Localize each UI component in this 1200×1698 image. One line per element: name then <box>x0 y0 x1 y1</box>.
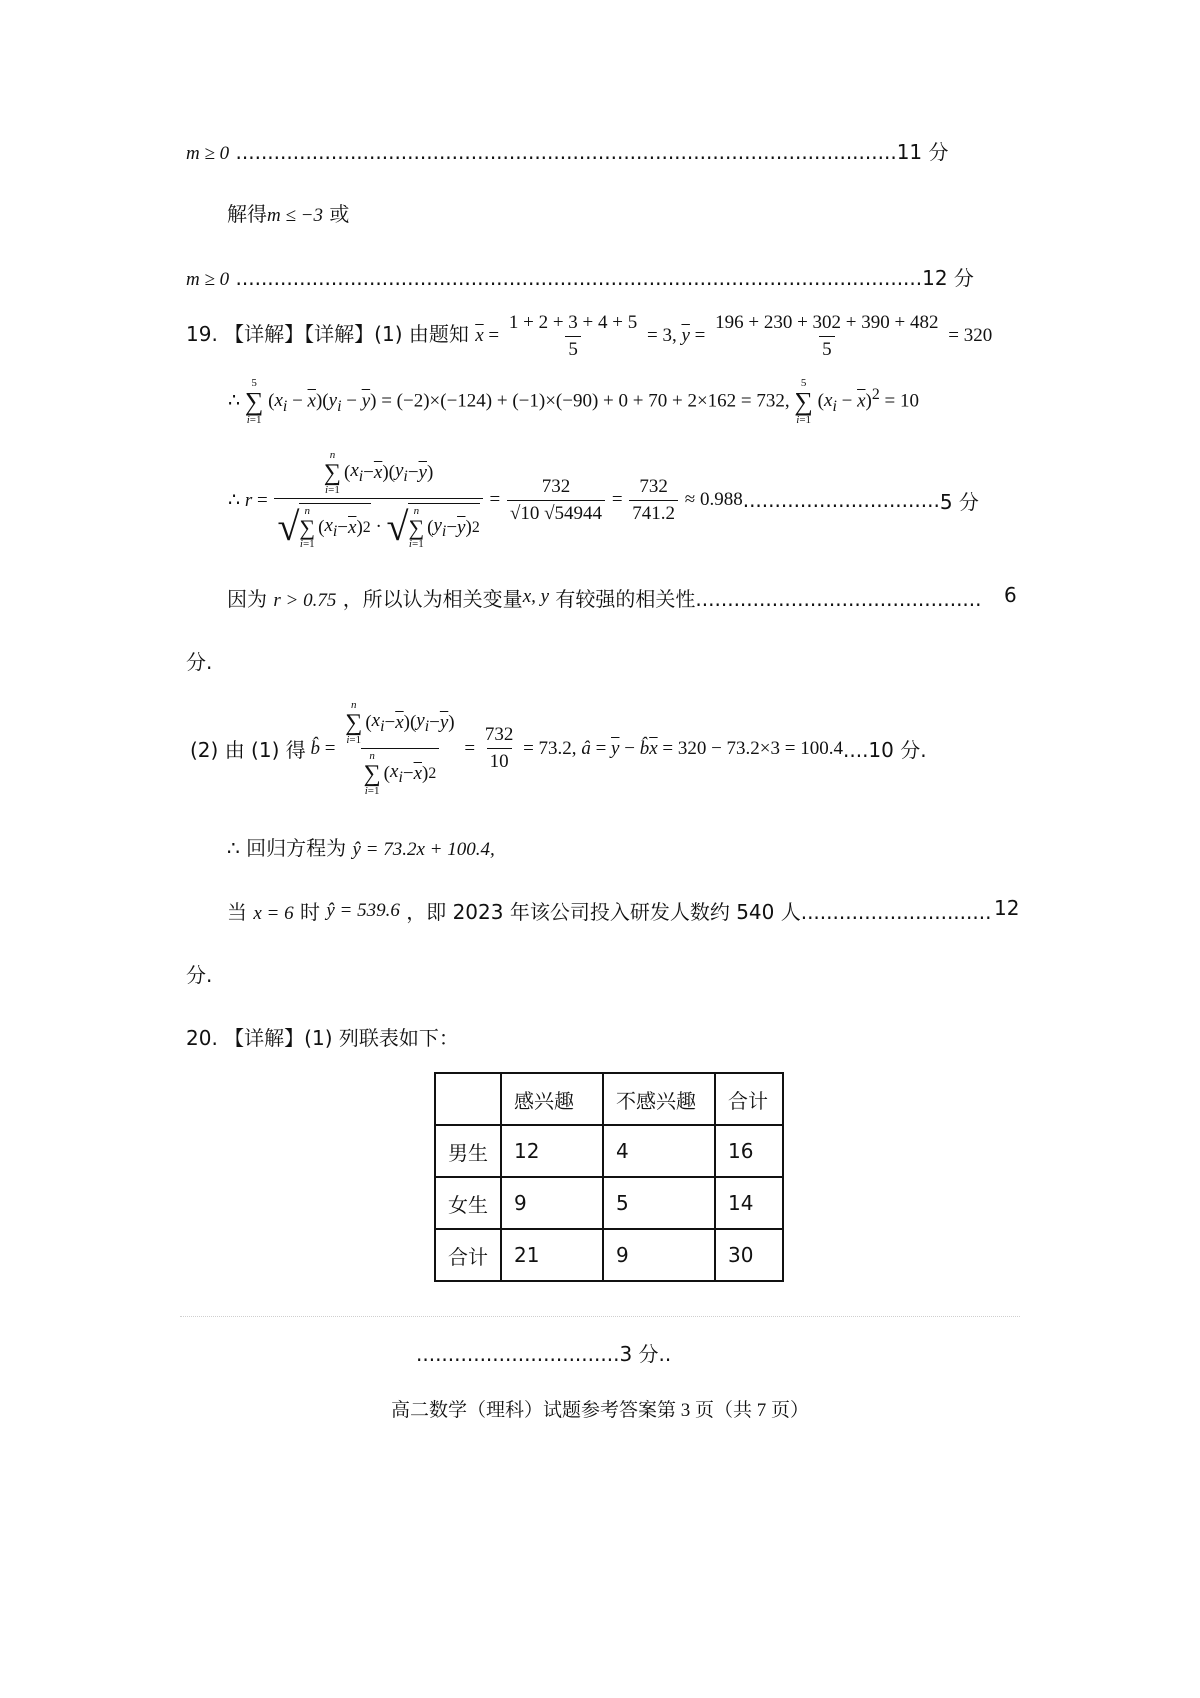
table-row <box>435 1229 783 1281</box>
line-1-math: m ≥ 0 <box>186 143 230 164</box>
prediction-y: ŷ = 539.6 <box>326 900 400 921</box>
q20-number: 20. <box>186 1026 218 1050</box>
xbar-numerator: 1 + 2 + 3 + 4 + 5 <box>508 312 638 333</box>
b-frac-den: 10 <box>487 748 512 773</box>
q19-number: 19. <box>186 321 218 346</box>
regression-text: ∴ 回归方程为 <box>227 836 347 860</box>
conclusion-line <box>227 583 982 612</box>
q19-head: 【详解】【详解】(1) 由题知 <box>224 321 469 346</box>
table-header-cell: 不感兴趣 <box>603 1073 715 1125</box>
line-2-math: m ≤ −3 <box>267 205 323 226</box>
q19-heading <box>186 312 992 361</box>
q20-score-line: ................................3 分.. <box>416 1342 672 1366</box>
regression-equation: ŷ = 73.2x + 100.4, <box>352 839 495 860</box>
ybar-numerator: 196 + 230 + 302 + 390 + 482 <box>715 312 939 333</box>
conclusion-c: 有较强的相关性............................................. <box>555 587 982 611</box>
r-score: 5 分 <box>939 489 979 514</box>
prediction-a: 当 <box>227 900 247 924</box>
conclusion-math: r > 0.75 <box>273 590 337 611</box>
r-frac1-den: √10 √54944 <box>507 500 605 525</box>
table-cell: 30 <box>715 1229 783 1281</box>
contingency-table-wrap <box>434 1072 784 1282</box>
table-cell: 女生 <box>435 1177 501 1229</box>
table-header-cell <box>435 1073 501 1125</box>
q20-heading <box>186 1022 459 1051</box>
line-1 <box>186 136 949 165</box>
table-header-cell: 感兴趣 <box>501 1073 603 1125</box>
sum-line: ∴ 5 ∑ i=1 $(x_i - \overline{x})(y_i - \overline{y}) = (-2)\times(-124) + (-1)\times(-90) + 0 + 70 + 2\times 162 = 732$, 5 ∑ i=1 $(x_i - \overline{x})^2 = 10$ <box>228 377 919 426</box>
conclusion-b: ，所以认为相关变量 <box>342 587 523 611</box>
regression-line <box>227 832 495 861</box>
table-row <box>435 1125 783 1177</box>
line-2-tail: 或 <box>329 202 350 226</box>
table-cell: 9 <box>603 1229 715 1281</box>
b-result: = 73.2, <box>523 737 577 759</box>
a-result: = 320 − 73.2×3 = 100.4 <box>662 737 843 759</box>
contingency-table <box>434 1072 784 1282</box>
conclusion-a: 因为 <box>227 587 267 611</box>
conclusion-fen: 分. <box>186 650 213 674</box>
sum-line-expansion: = (−2)×(−124) + (−1)×(−90) + 0 + 70 + 2×162 = 732, <box>381 390 790 412</box>
r-frac2-num: 732 <box>639 475 668 497</box>
table-cell: 合计 <box>435 1229 501 1281</box>
r-formula: ∴ r = n ∑ i=1 ( $x_i$ − $\overline{x}$ )( $y_i$ − $\overline{y}$ ) √ n ∑ i=1 ( $x_i$ − $\overline{x}$ ) 2 · √ n ∑ i=1 ( $y_i$ − $\overline{y}$ ) 2 = $\frac{732}{√10 √54944}$ = $\frac{732}{741.2}$ ≈ 0.988 ............................... 5 分 <box>228 449 979 550</box>
r-result: ≈ 0.988 <box>684 489 743 510</box>
r-frac2-den: 741.2 <box>629 500 678 525</box>
line-3-dots: ............................................................................................................ <box>235 266 923 290</box>
page-divider <box>180 1316 1020 1317</box>
prediction-fen: 分. <box>186 963 213 987</box>
prediction-line <box>227 896 991 925</box>
page-footer: 高二数学（理科）试题参考答案第 3 页（共 7 页） <box>390 1400 809 1421</box>
line-3-score: 12 分 <box>922 266 974 290</box>
part2-head: (2) 由 (1) 得 <box>190 738 306 762</box>
table-cell: 4 <box>603 1125 715 1177</box>
part2-score: ....10 分. <box>843 738 927 762</box>
ybar-denominator: 5 <box>819 336 835 361</box>
b-frac-num: 732 <box>484 724 514 745</box>
table-cell: 14 <box>715 1177 783 1229</box>
conclusion-xy: x, y <box>522 586 550 607</box>
line-1-dots: ........................................................................................................ <box>235 140 897 164</box>
table-cell: 21 <box>501 1229 603 1281</box>
r-frac1-num: 732 <box>541 475 571 497</box>
line-2 <box>227 198 349 227</box>
sum-sq-result: = 10 <box>884 390 919 412</box>
line-2-text: 解得 <box>227 202 267 226</box>
table-header-row <box>435 1073 783 1125</box>
table-cell: 5 <box>603 1177 715 1229</box>
conclusion-score: 6 <box>1004 583 1017 607</box>
table-cell: 12 <box>501 1125 603 1177</box>
table-row <box>435 1177 783 1229</box>
r-dots: ............................... <box>742 488 940 512</box>
xbar-result: = 3, <box>647 324 677 346</box>
prediction-b: 时 <box>299 900 320 924</box>
line-3-math: m ≥ 0 <box>186 269 230 290</box>
xbar-formula: $\overline{x}$ = $\frac{1 + 2 + 3 + 4 + 5}{5}$ = 3, $\overline{y}$ = $\frac{196 + 230 + 302 + 390 + 482}{5}$ = 320 <box>475 312 993 360</box>
table-header-cell: 合计 <box>715 1073 783 1125</box>
part2-line: (2) 由 (1) 得 b̂ = n ∑ i=1 ( $x_i$ − $\overline{x}$ )( $y_i$ − $\overline{y}$ ) n ∑ i=1 ( $x_i$ − $\overline{x}$ ) 2 = $\frac{732}{10}$ = 73.2, â = $\overline{y}$ − b̂ $\overline{x}$ = 320 − 73.2×3 = 100.4 ....10 分. <box>190 699 927 797</box>
line-1-score: 11 分 <box>896 140 949 164</box>
xbar-denominator: 5 <box>565 336 581 361</box>
prediction-c: ，即 2023 年该公司投入研发人数约 540 人.............................. <box>406 900 992 924</box>
q20-head: 【详解】(1) 列联表如下： <box>224 1026 459 1050</box>
ybar-result: = 320 <box>948 324 993 346</box>
prediction-score: 12 <box>994 896 1020 920</box>
table-cell: 男生 <box>435 1125 501 1177</box>
line-3 <box>186 262 974 291</box>
table-cell: 9 <box>501 1177 603 1229</box>
prediction-x: x = 6 <box>253 903 294 924</box>
table-cell: 16 <box>715 1125 783 1177</box>
